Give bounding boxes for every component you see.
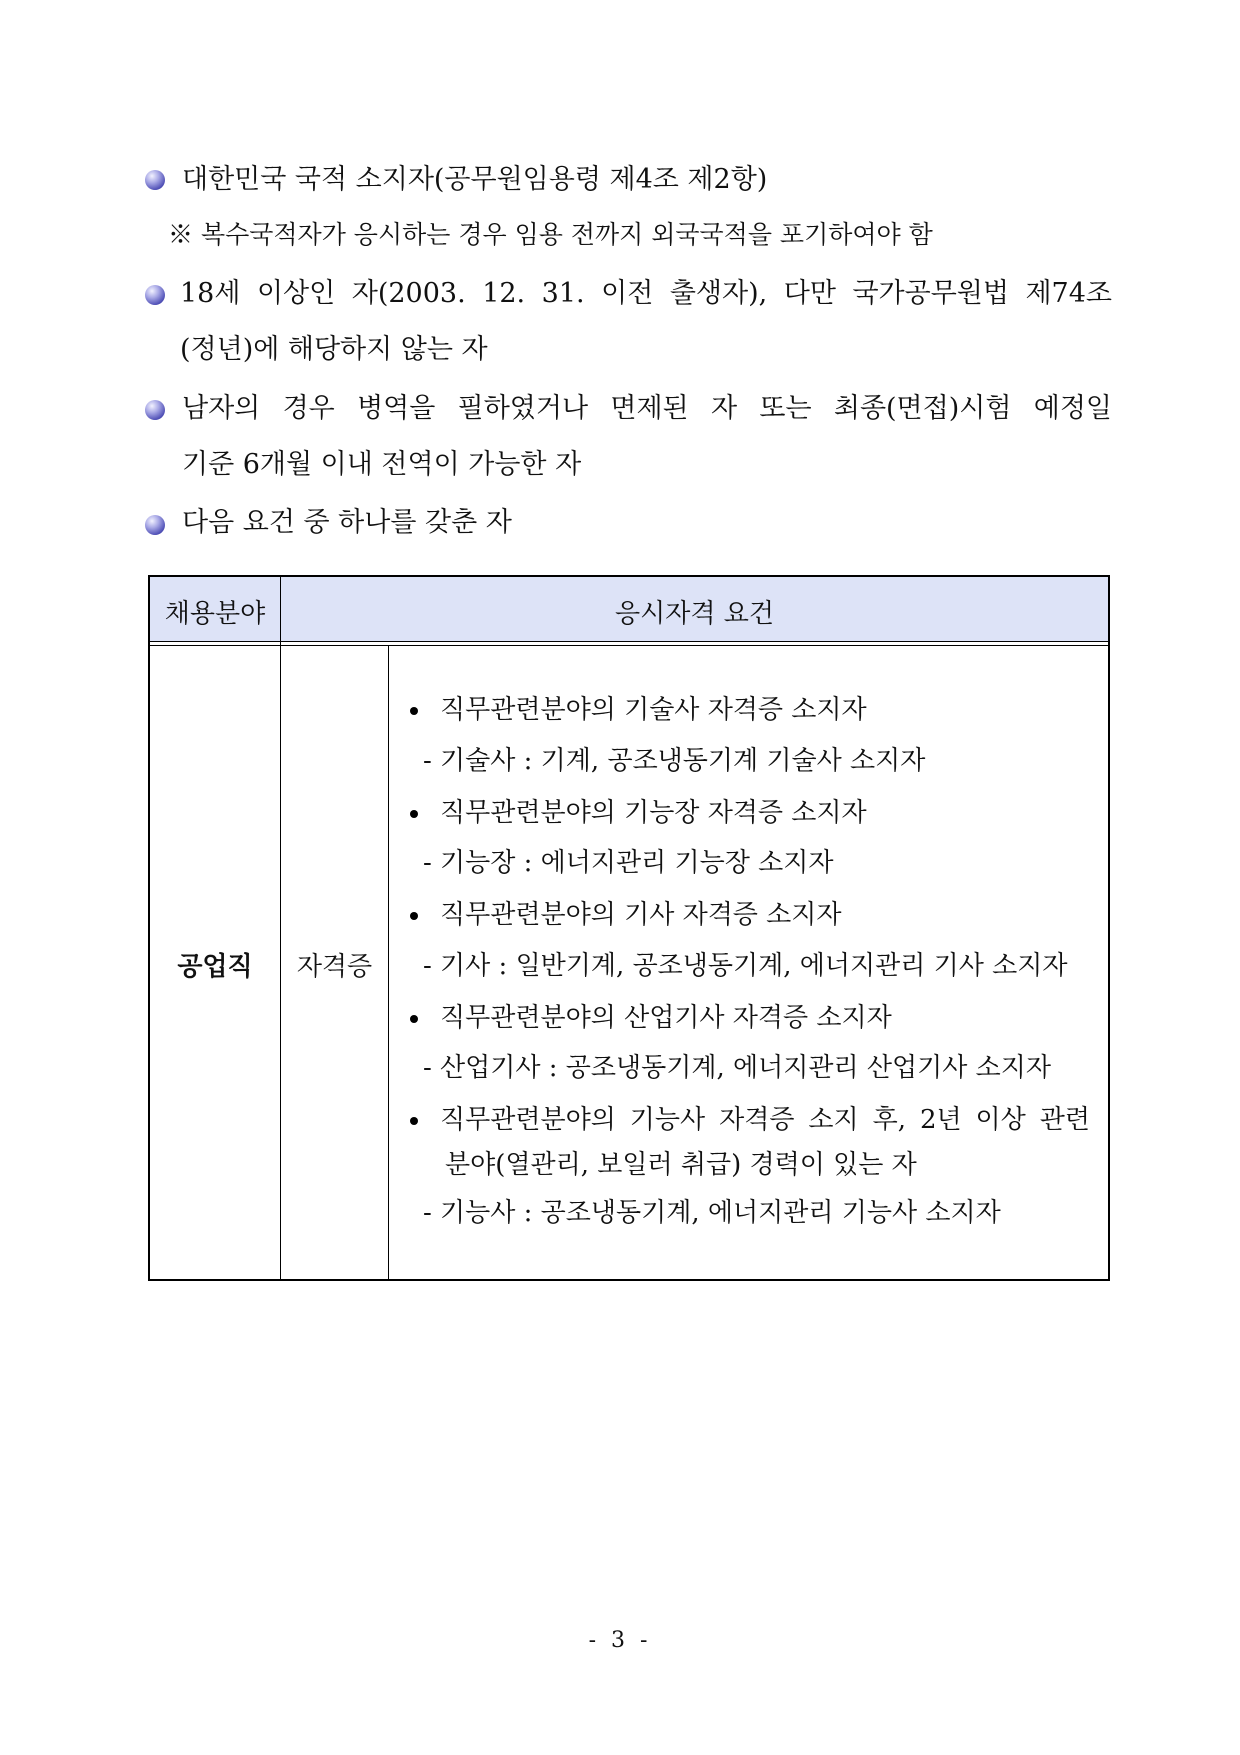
req-detail-5: - 기능사 : 공조냉동기계, 에너지관리 기능사 소지자 (423, 1198, 1001, 1228)
bullet-dot (410, 707, 418, 715)
req-detail-1: - 기술사 : 기계, 공조냉동기계 기술사 소지자 (423, 746, 926, 776)
bullet-icon (145, 170, 165, 190)
age-requirement-line1: 18세 이상인 자(2003. 12. 31. 이전 출생자), 다만 국가공무원법 제74조 (180, 278, 1112, 309)
header-field: 채용분야 (164, 599, 266, 629)
bullet-icon (145, 400, 165, 420)
req-detail-3: - 기사 : 일반기계, 공조냉동기계, 에너지관리 기사 소지자 (423, 951, 1068, 981)
req-detail-2: - 기능장 : 에너지관리 기능장 소지자 (423, 848, 834, 878)
bullet-icon (145, 515, 165, 535)
req-detail-4: - 산업기사 : 공조냉동기계, 에너지관리 산업기사 소지자 (423, 1053, 1051, 1083)
bullet-dot (410, 912, 418, 920)
page-number: - 3 - (588, 1628, 652, 1653)
req-item-1: 직무관련분야의 기술사 자격증 소지자 (440, 695, 867, 725)
req-item-5-line1: 직무관련분야의 기능사 자격증 소지 후, 2년 이상 관련 (440, 1105, 1090, 1135)
req-item-3: 직무관련분야의 기사 자격증 소지자 (440, 900, 842, 930)
nationality-text: 대한민국 국적 소지자(공무원임용령 제4조 제2항) (182, 164, 768, 195)
bullet-dot (410, 810, 418, 818)
age-requirement-line2: (정년)에 해당하지 않는 자 (180, 334, 488, 365)
req-item-2: 직무관련분야의 기능장 자격증 소지자 (440, 798, 867, 828)
requirements-table (148, 575, 1110, 1281)
bullet-icon (145, 285, 165, 305)
req-item-4: 직무관련분야의 산업기사 자격증 소지자 (440, 1003, 892, 1033)
military-requirement-line2: 기준 6개월 이내 전역이 가능한 자 (182, 449, 582, 480)
requirement-type: 자격증 (296, 952, 373, 982)
bullet-dot (410, 1117, 418, 1125)
field-name: 공업직 (177, 952, 253, 982)
dual-nationality-note: ※ 복수국적자가 응시하는 경우 임용 전까지 외국국적을 포기하여야 함 (168, 220, 933, 249)
requirement-intro: 다음 요건 중 하나를 갖춘 자 (182, 507, 512, 538)
req-item-5-line2: 분야(열관리, 보일러 취급) 경력이 있는 자 (445, 1150, 917, 1180)
military-requirement-line1: 남자의 경우 병역을 필하였거나 면제된 자 또는 최종(면접)시험 예정일 (182, 393, 1112, 424)
header-requirements: 응시자격 요건 (615, 599, 774, 629)
bullet-dot (410, 1015, 418, 1023)
